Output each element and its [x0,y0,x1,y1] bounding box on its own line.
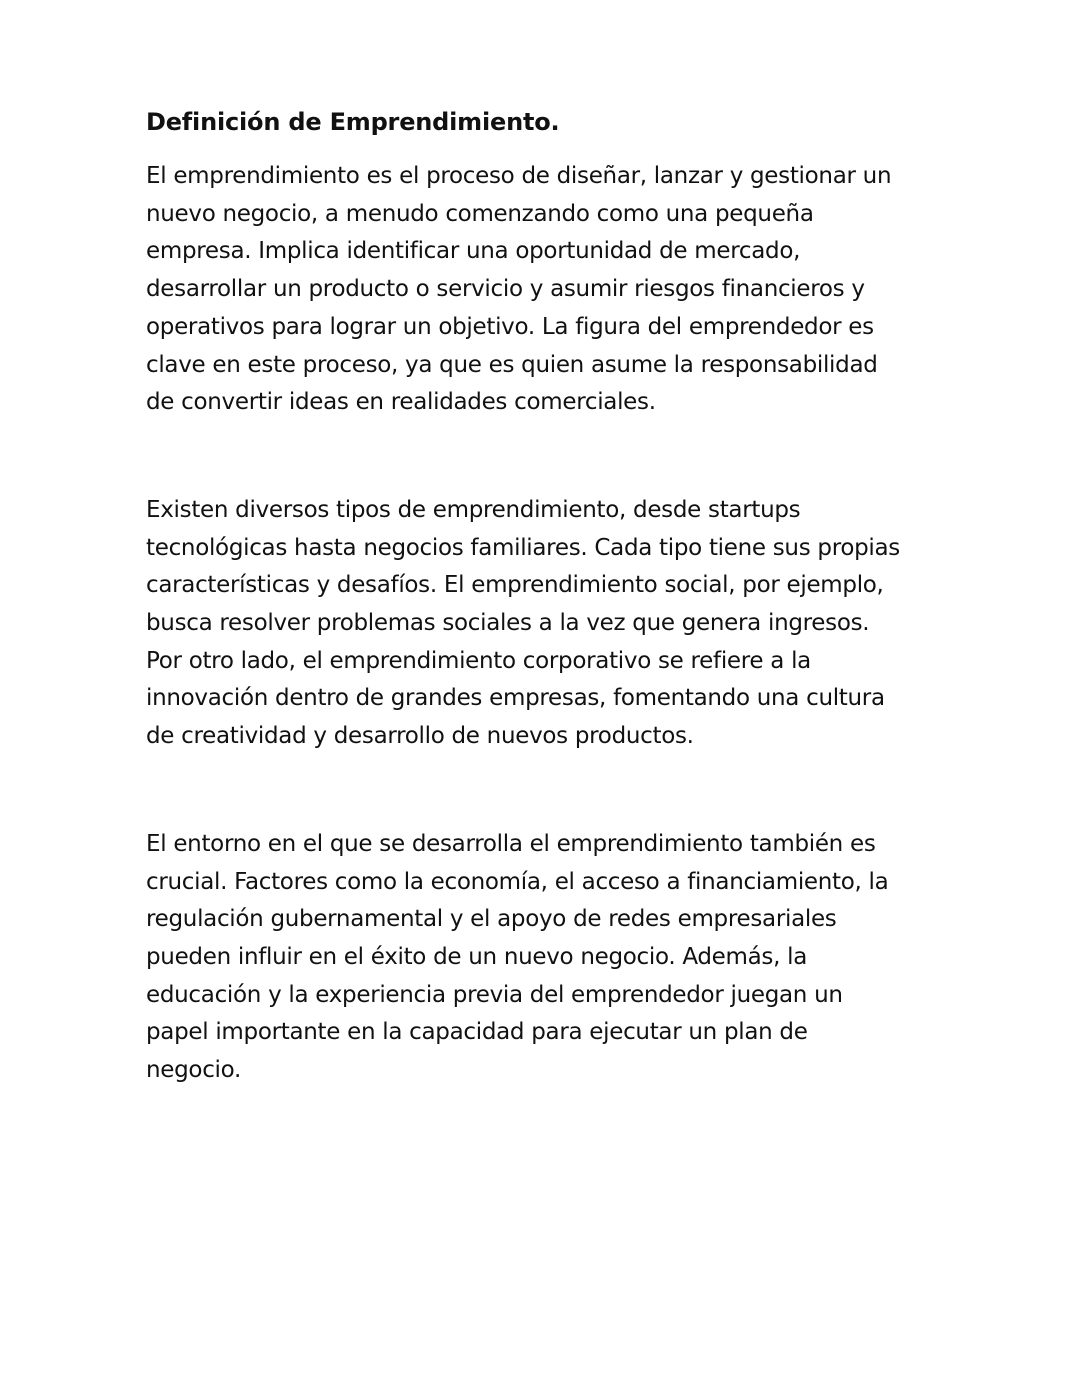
paragraph-3: El entorno en el que se desarrolla el emprendimiento también es crucial. Factores como la economía, el acceso a financiamiento, la regulación gubernamental y el apoyo de redes empresariales pueden influir en el éxito de un nuevo negocio. Además, la educación y la experiencia previa del emprendedor juegan un papel importante en la capacidad para ejecutar un plan de negocio. [146,830,889,1084]
document-title: Definición de Emprendimiento. [146,108,560,136]
document-body [146,104,906,1090]
paragraph-1: El emprendimiento es el proceso de diseñar, lanzar y gestionar un nuevo negocio, a menudo comenzando como una pequeña empresa. Implica identificar una oportunidad de mercado, desarrollar un producto o servicio y asumir riesgos financieros y operativos para lograr un objetivo. La figura del emprendedor es clave en este proceso, ya que es quien asume la responsabilidad de convertir ideas en realidades comerciales. [146,163,892,416]
paragraph-2: Existen diversos tipos de emprendimiento, desde startups tecnológicas hasta negocios familiares. Cada tipo tiene sus propias características y desafíos. El emprendimiento social, por ejemplo, busca resolver problemas sociales a la vez que genera ingresos. Por otro lado, el emprendimiento corporativo se refiere a la innovación dentro de grandes empresas, fomentando una cultura de creatividad y desarrollo de nuevos productos. [146,496,900,750]
